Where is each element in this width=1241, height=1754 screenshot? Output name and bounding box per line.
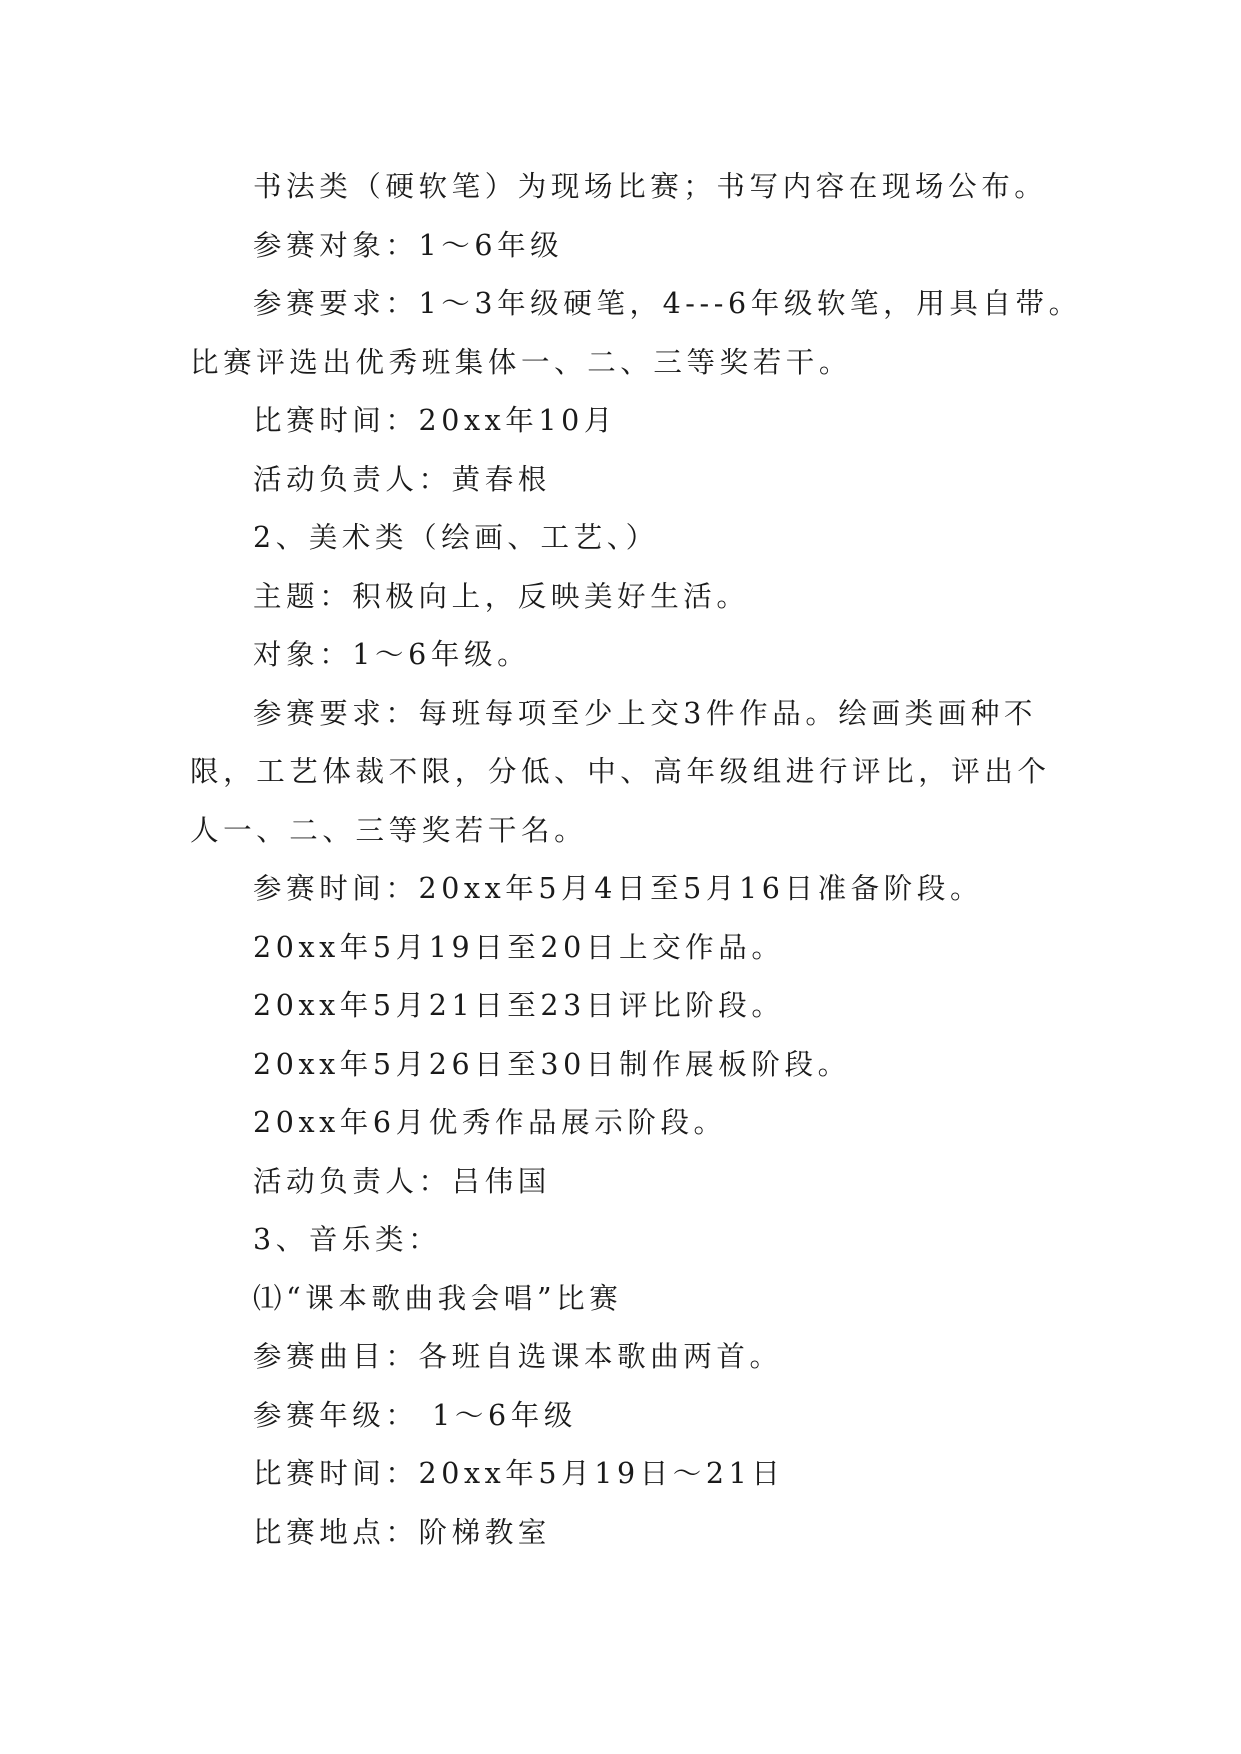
paragraph-art-owner: 活动负责人：吕伟国 (253, 1164, 551, 1198)
paragraph-music-grades: 参赛年级： 1～6年级 (253, 1398, 577, 1432)
paragraph-music-location: 比赛地点：阶梯教室 (253, 1515, 551, 1549)
paragraph-art-requirements-line3: 人一、二、三等奖若干名。 (190, 813, 588, 847)
paragraph-music-time: 比赛时间：20xx年5月19日～21日 (253, 1457, 785, 1490)
document-body (190, 158, 1082, 1562)
paragraph-calligraphy-awards: 比赛评选出优秀班集体一、二、三等奖若干。 (190, 345, 853, 379)
paragraph-art-theme: 主题：积极向上，反映美好生活。 (253, 579, 750, 613)
paragraph-art-time-submit: 20xx年5月19日至20日上交作品。 (253, 930, 785, 964)
paragraph-music-repertoire: 参赛曲目：各班自选课本歌曲两首。 (253, 1340, 783, 1373)
section-heading-music: 3、音乐类： (253, 1223, 442, 1256)
paragraph-calligraphy-target: 参赛对象：1～6年级 (253, 228, 564, 262)
paragraph-art-time-boards: 20xx年5月26日至30日制作展板阶段。 (253, 1047, 851, 1081)
paragraph-calligraphy-time: 比赛时间：20xx年10月 (253, 404, 617, 437)
paragraph-calligraphy-owner: 活动负责人：黄春根 (253, 462, 551, 496)
paragraph-calligraphy-format: 书法类（硬软笔）为现场比赛；书写内容在现场公布。 (253, 170, 1048, 203)
paragraph-art-time-prep: 参赛时间：20xx年5月4日至5月16日准备阶段。 (253, 872, 984, 905)
paragraph-art-time-judging: 20xx年5月21日至23日评比阶段。 (253, 989, 785, 1022)
paragraph-art-requirements-line1: 参赛要求：每班每项至少上交3件作品。绘画类画种不 (253, 696, 1038, 730)
paragraph-art-time-exhibit: 20xx年6月优秀作品展示阶段。 (253, 1106, 727, 1139)
subsection-heading-singing: ⑴“课本歌曲我会唱”比赛 (253, 1281, 623, 1315)
paragraph-calligraphy-requirements: 参赛要求：1～3年级硬笔，4---6年级软笔，用具自带。 (253, 287, 1082, 320)
section-heading-art: 2、美术类（绘画、工艺、） (253, 521, 659, 554)
paragraph-art-target: 对象：1～6年级。 (253, 638, 531, 671)
paragraph-art-requirements-line2: 限，工艺体裁不限，分低、中、高年级组进行评比，评出个 (190, 755, 1051, 788)
